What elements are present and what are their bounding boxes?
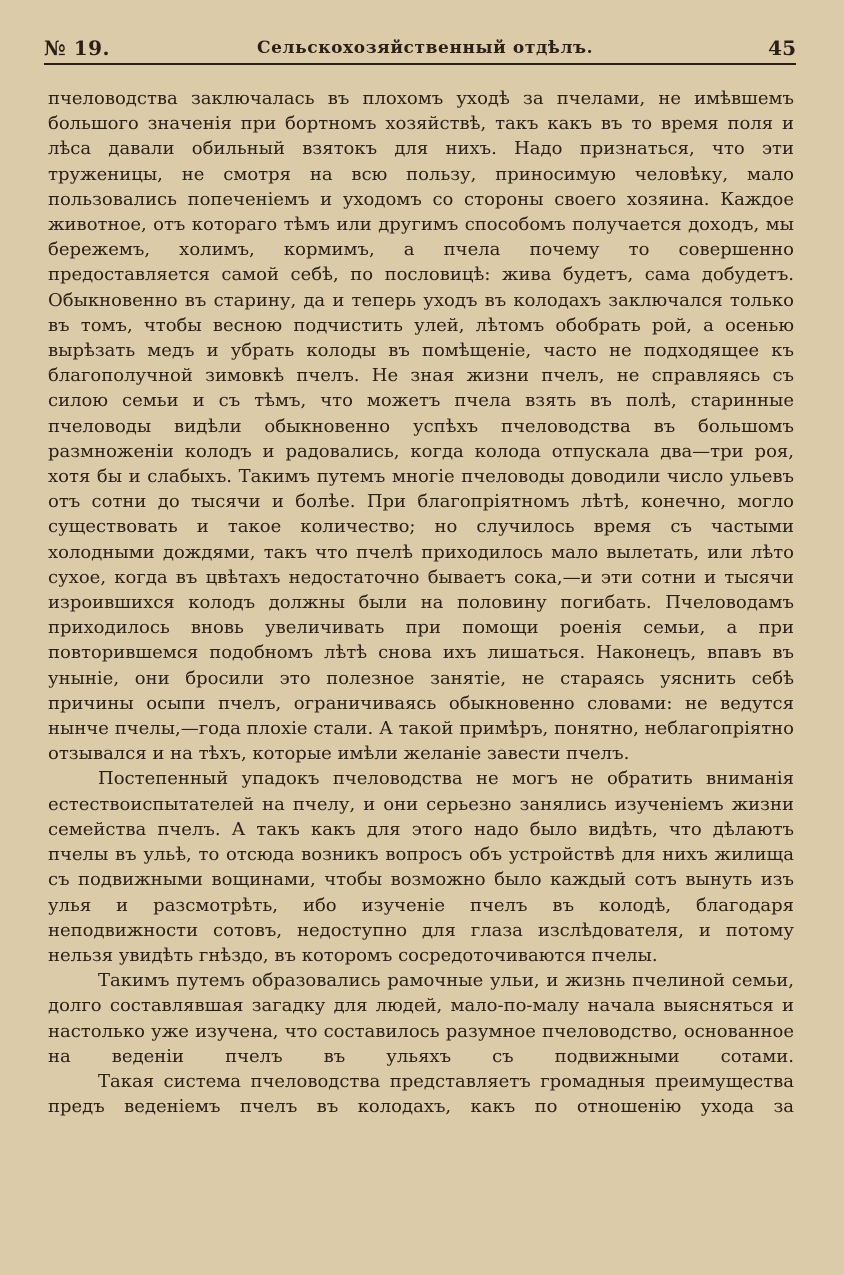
paragraph: Постепенный упадокъ пчеловодства не могъ не обратить вниманія естествоиспытателей на пчелу, и они серьезно занялись изученіемъ жизни семейства пчелъ. А такъ какъ для этого надо было видѣть, что дѣлаютъ пчелы въ ульѣ, то отсюда возникъ вопросъ объ устройствѣ для нихъ жилища съ подвижными вощинами, чтобы возможно было каждый сотъ вынуть изъ улья и разсмотрѣть, ибо изученіе пчелъ въ колодѣ, благодаря неподвижности сотовъ, недоступно для глаза изслѣдователя, и потому нельзя увидѣть гнѣздо, въ которомъ сосредоточиваются пчелы.: [48, 768, 794, 966]
paragraph: Такимъ путемъ образовались рамочные ульи, и жизнь пчелиной семьи, долго составлявшая загадку для людей, мало-по-малу начала выясняться и настолько уже изучена, что составилось разумное пчеловодство, основанное на веденіи пчелъ въ ульяхъ съ подвижными сотами.: [48, 970, 794, 1067]
paragraph: Такая система пчеловодства представляетъ громадныя преимущества предъ веденіемъ пчелъ въ колодахъ, какъ по отношенію ухода за: [48, 1070, 794, 1118]
paragraph: пчеловодства заключалась въ плохомъ уходѣ за пчелами, не имѣвшемъ большого значенія при бортномъ хозяйствѣ, такъ какъ въ то время поля и лѣса давали обильный взятокъ для нихъ. Надо признаться, что эти труженицы, не смотря на всю пользу, приносимую человѣку, мало пользовались попеченіемъ и уходомъ со стороны своего хозяина. Каждое животное, отъ котораго тѣмъ или другимъ способомъ получается доходъ, мы бережемъ, холимъ, кормимъ, а пчела почему то совершенно предоставляется самой себѣ, по пословицѣ: жива будетъ, сама добудетъ. Обыкновенно въ старину, да и теперь уходъ въ колодахъ заключался только въ томъ, чтобы весною подчистить улей, лѣтомъ обобрать рой, а осенью вырѣзать медъ и убрать колоды въ помѣщеніе, часто не подходящее къ благополучной зимовкѣ пчелъ. Не зная жизни пчелъ, не справляясь съ силою семьи и съ тѣмъ, что можетъ пчела взять въ полѣ, старинные пчеловоды видѣли обыкновенно успѣхъ пчеловодства въ большомъ размноженіи колодъ и радовались, когда колода отпускала два—три роя, хотя бы и слабыхъ. Такимъ путемъ многіе пчеловоды доводили число ульевъ отъ сотни до тысячи и болѣе. При благопріятномъ лѣтѣ, конечно, могло существовать и такое количество; но случилось время съ частыми холодными дождями, такъ что пчелѣ приходилось мало вылетать, или лѣто сухое, когда въ цвѣтахъ недостаточно бываетъ сока,—и эти сотни и тысячи изроившихся колодъ должны были на половину погибать. Пчеловодамъ приходилось вновь увеличивать при помощи роенія семьи, а при повторившемся подобномъ лѣтѣ снова ихъ лишаться. Наконецъ, впавъ въ уныніе, они бросили это полезное занятіе, не стараясь уяснить себѣ причины осыпи пчелъ, ограничиваясь обыкновенно словами: не ведутся нынче пчелы,—года плохіе стали. А такой примѣръ, понятно, неблагопріятно отзывался и на тѣхъ, которые имѣли желаніе завести пчелъ.: [48, 88, 794, 765]
header-rule: [44, 63, 796, 65]
section-title: Сельскохозяйственный отдѣлъ.: [257, 38, 594, 58]
page-number: 45: [768, 36, 796, 60]
text-body: [48, 86, 794, 1119]
issue-number: № 19.: [44, 36, 110, 60]
running-header: [44, 34, 796, 66]
